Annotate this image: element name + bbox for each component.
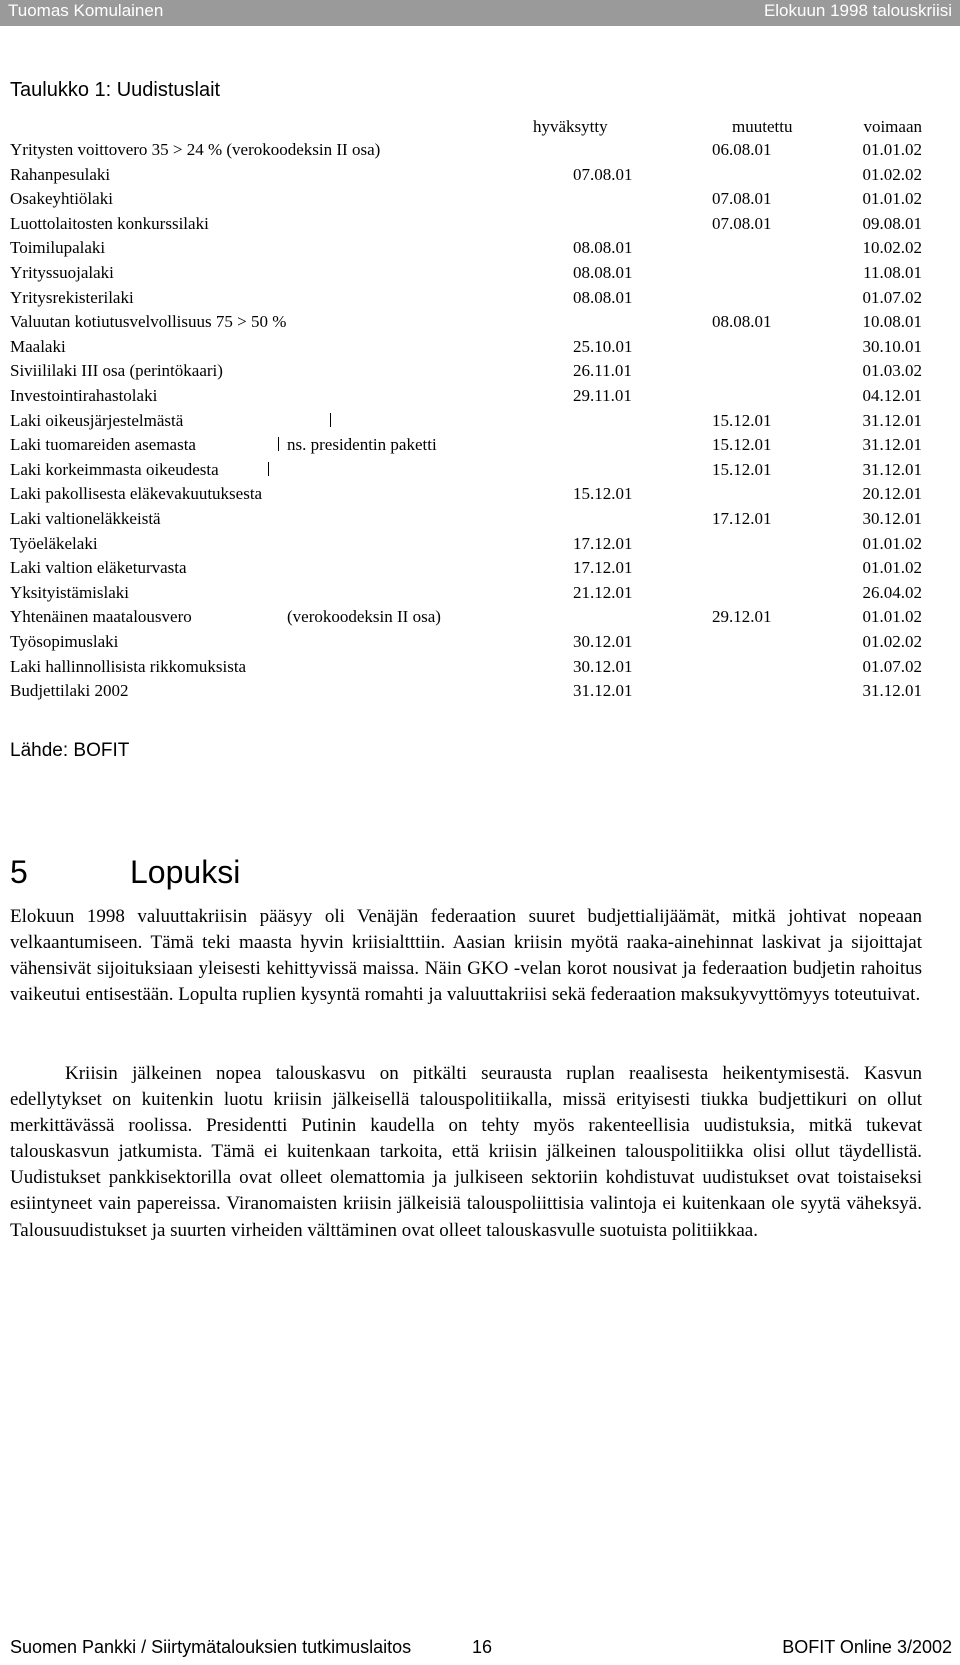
law-name: Laki tuomareiden asemasta [10, 435, 196, 455]
law-name: Siviililaki III osa (perintökaari) [10, 361, 223, 381]
paragraph: Kriisin jälkeinen nopea talouskasvu on pitkälti seurausta ruplan reaalisesta heikentymisestä. Kasvun edellytykset on kuitenkin luotu kriisin jälkeisellä talouspolitiikalla, missä erityisesti tiukka budjettikuri on ollut merkittävässä roolissa. Presidentti Putinin kaudella on tehty myös rakenteellisia uudistuksia, mitkä tukevat talouskasvun jatkumista. Tämä ei kuitenkaan tarkoita, että kriisin jälkeinen talouspolitiikka olisi ollut täydellistä. Uudistukset pankkisektorilla ovat olleet olemattomia ja julkiseen sektoriin kohdistuvat uudistukset ovat toistaiseksi esiintyneet vain papereissa. Viranomaisten kriisin jälkeisiä talouspoliittisia valintoja ei kuitenkaan ole syytä väheksyä. Talousuudistukset ja suurten virheiden välttäminen ovat olleet talouskasvulle suotuista politiikkaa. [10, 1063, 922, 1241]
law-name: Investointirahastolaki [10, 386, 158, 405]
amended-date: 15.12.01 [712, 435, 772, 455]
table-row [0, 632, 960, 657]
law-name: Laki valtion eläketurvasta [10, 558, 187, 578]
law-name: Työeläkelaki [10, 533, 98, 553]
approved-date: 31.12.01 [573, 681, 633, 701]
amended-date: 08.08.01 [712, 312, 772, 332]
table-row [0, 214, 960, 239]
effective-date: 01.03.02 [862, 361, 922, 381]
effective-date: 01.01.02 [862, 533, 922, 553]
effective-date: 04.12.01 [862, 386, 922, 405]
header-author: Tuomas Komulainen [8, 1, 164, 20]
law-name: Toimilupalaki [10, 238, 106, 258]
approved-date: 08.08.01 [573, 263, 633, 282]
amended-date: 15.12.01 [712, 410, 772, 430]
approved-date: 26.11.01 [573, 361, 632, 381]
effective-date: 31.12.01 [862, 435, 922, 455]
law-name: Valuutan kotiutusvelvollisuus 75 > 50 % [10, 312, 287, 332]
law-name: Laki korkeimmasta oikeudesta [10, 459, 219, 479]
table-row [0, 534, 960, 559]
table-row [0, 165, 960, 190]
law-name: Budjettilaki 2002 [10, 681, 129, 701]
running-header [0, 0, 960, 26]
section-number: 5 [10, 854, 28, 890]
approved-date: 17.12.01 [573, 558, 633, 578]
effective-date: 01.01.02 [862, 607, 922, 627]
table-row [0, 312, 960, 337]
column-header-effective: voimaan [863, 117, 922, 136]
effective-date: 01.07.02 [862, 656, 922, 676]
table-row [0, 460, 960, 485]
approved-date: 25.10.01 [573, 336, 633, 356]
table-row [0, 189, 960, 214]
table-row [0, 263, 960, 288]
approved-date: 29.11.01 [573, 386, 632, 405]
effective-date: 01.02.02 [862, 164, 922, 184]
table-source: Lähde: BOFIT [10, 740, 130, 761]
effective-date: 31.12.01 [862, 681, 922, 701]
effective-date: 31.12.01 [862, 459, 922, 479]
effective-date: 10.08.01 [862, 312, 922, 332]
table-row [0, 361, 960, 386]
approved-date: 08.08.01 [573, 238, 633, 258]
effective-date: 01.07.02 [862, 287, 922, 307]
law-name: Laki pakollisesta eläkevakuutuksesta [10, 484, 263, 504]
table-row [0, 607, 960, 632]
table-row [0, 435, 960, 460]
footer-publisher: Suomen Pankki / Siirtymätalouksien tutkimuslaitos [10, 1637, 412, 1657]
table-row [0, 386, 960, 411]
tax-code-note: (verokoodeksin II osa) [287, 607, 441, 627]
table-row [0, 140, 960, 165]
approved-date: 21.12.01 [573, 582, 633, 602]
law-name: Maalaki [10, 336, 66, 356]
bracket-mark [272, 435, 279, 455]
effective-date: 30.10.01 [862, 336, 922, 356]
table-row [0, 411, 960, 436]
effective-date: 09.08.01 [862, 213, 922, 233]
amended-date: 15.12.01 [712, 459, 772, 479]
effective-date: 11.08.01 [863, 263, 922, 282]
table-row [0, 558, 960, 583]
effective-date: 31.12.01 [862, 410, 922, 430]
approved-date: 07.08.01 [573, 164, 633, 184]
approved-date: 15.12.01 [573, 484, 633, 504]
law-name: Työsopimuslaki [10, 632, 119, 651]
effective-date: 01.01.02 [862, 140, 922, 159]
amended-date: 07.08.01 [712, 189, 772, 209]
law-name: Osakeyhtiölaki [10, 189, 113, 209]
effective-date: 01.02.02 [862, 632, 922, 651]
law-name: Yhtenäinen maatalousvero [10, 607, 192, 627]
section-title: Lopuksi [130, 854, 241, 890]
bracket-mark [324, 411, 331, 431]
approved-date: 08.08.01 [573, 287, 633, 307]
header-title: Elokuun 1998 talouskriisi [763, 1, 952, 20]
effective-date: 20.12.01 [862, 484, 922, 504]
effective-date: 10.02.02 [862, 238, 922, 258]
effective-date: 30.12.01 [862, 509, 922, 528]
amended-date: 06.08.01 [712, 140, 772, 159]
approved-date: 17.12.01 [573, 533, 633, 553]
effective-date: 01.01.02 [862, 558, 922, 578]
amended-date: 29.12.01 [712, 607, 772, 627]
table-row [0, 509, 960, 534]
approved-date: 30.12.01 [573, 656, 633, 676]
law-name: Luottolaitosten konkurssilaki [10, 213, 209, 233]
law-name: Yksityistämislaki [10, 582, 129, 602]
law-name: Yritysrekisterilaki [10, 287, 134, 307]
table-row [0, 238, 960, 263]
law-name: Yrityssuojalaki [10, 263, 114, 282]
effective-date: 01.01.02 [862, 189, 922, 209]
bracket-mark [262, 460, 269, 480]
law-name: Yritysten voittovero 35 > 24 % (verokoodeksin II osa) [10, 140, 381, 159]
paragraph: Elokuun 1998 valuuttakriisin pääsyy oli Venäjän federaation suuret budjettialijäämät, mitkä johtivat nopeaan velkaantumiseen. Tämä teki maasta hyvin kriisialtttiin. Aasian kriisin myötä raaka-ainehinnat laskivat ja sijoittajat vähensivät sijoituksiaan yleisesti kehittyvissä maissa. Näin GKO -velan korot nousivat ja federaation budjetin rahoitus vaikeutui entisestään. Lopulta ruplien kysyntä romahti ja valuuttakriisi sekä federaation maksukyvyttömyys toteutuivat. [10, 906, 922, 1006]
law-name: Laki hallinnollisista rikkomuksista [10, 656, 247, 676]
amended-date: 07.08.01 [712, 213, 772, 233]
table-row [0, 484, 960, 509]
table-row [0, 337, 960, 362]
footer-series: BOFIT Online 3/2002 [782, 1637, 952, 1657]
law-name: Laki valtioneläkkeistä [10, 509, 161, 528]
effective-date: 26.04.02 [862, 582, 922, 602]
table-row [0, 583, 960, 608]
law-name: Laki oikeusjärjestelmästä [10, 410, 184, 430]
law-name: Rahanpesulaki [10, 164, 111, 184]
table-row [0, 657, 960, 682]
table-row [0, 288, 960, 313]
column-header-approved: hyväksytty [533, 117, 608, 136]
column-header-amended: muutettu [732, 117, 793, 136]
amended-date: 17.12.01 [712, 509, 772, 528]
package-note: ns. presidentin paketti [287, 435, 437, 455]
table-caption: Taulukko 1: Uudistuslait [10, 79, 221, 101]
table-row [0, 681, 960, 706]
approved-date: 30.12.01 [573, 632, 633, 651]
page-number: 16 [472, 1637, 493, 1657]
